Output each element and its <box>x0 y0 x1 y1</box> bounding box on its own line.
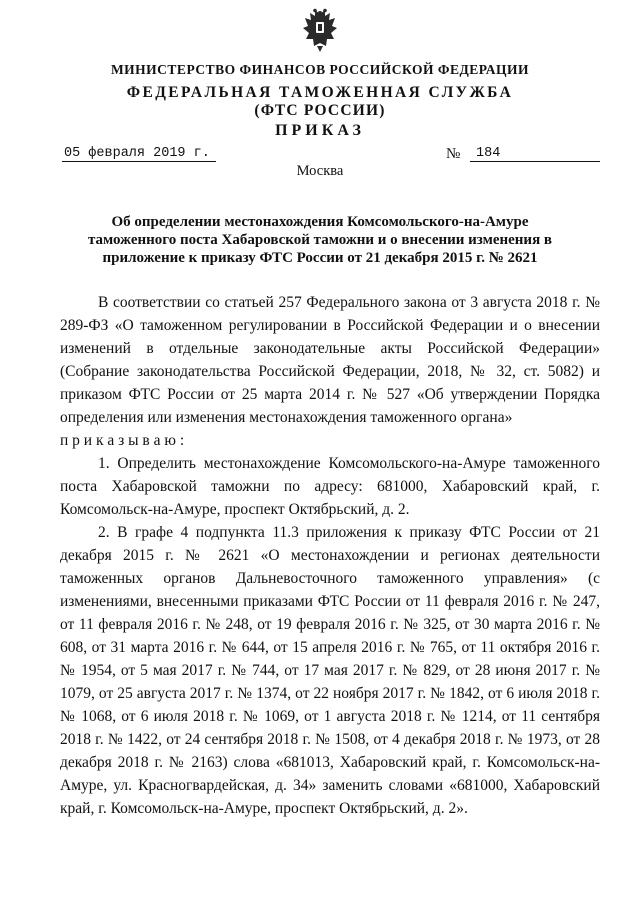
state-emblem-icon <box>301 8 339 54</box>
item-2: 2. В графе 4 подпункта 11.3 приложения к приказу ФТС России от 21 декабря 2015 г. № 2621 «О местонахождении и регионах деятельности таможенных органов Дальневосточного таможенного управления» (с изменениями, внесенными приказами ФТС России от 11 февраля 2016 г. № 247, от 11 февраля 2016 г. № 248, от 19 февраля 2016 г. № 325, от 30 марта 2016 г. № 608, от 31 марта 2016 г. № 644, от 15 апреля 2016 г. № 765, от 11 октября 2016 г. № 1954, от 5 мая 2017 г. № 744, от 17 мая 2017 г. № 829, от 28 июня 2017 г. № 1079, от 25 августа 2017 г. № 1374, от 22 ноября 2017 г. № 1842, от 6 июля 2018 г. № 1068, от 6 июля 2018 г. № 1069, от 1 августа 2018 г. № 1214, от 11 сентября 2018 г. № 1422, от 24 сентября 2018 г. № 1508, от 4 декабря 2018 г. № 1973, от 28 декабря 2018 г. № 2163) слова «681013, Хабаровский край, г. Комсомольск-на-Амуре, ул. Красногвардейская, д. 34» заменить словами «681000, Хабаровский край, г. Комсомольск-на-Амуре, проспект Октябрьский, д. 2». <box>60 524 600 817</box>
doc-body <box>60 291 600 820</box>
doc-type: ПРИКАЗ <box>275 122 365 139</box>
item-1: 1. Определить местонахождение Комсомольского-на-Амуре таможенного поста Хабаровской таможни по адресу: 681000, Хабаровский край, г. Комсомольск-на-Амуре, проспект Октябрьский, д. 2. <box>60 455 600 518</box>
doc-date: 05 февраля 2019 г. <box>62 146 216 162</box>
service-heading: ФЕДЕРАЛЬНАЯ ТАМОЖЕННАЯ СЛУЖБА <box>126 84 514 101</box>
doc-city: Москва <box>296 163 344 179</box>
intro-paragraph: В соответствии со статьей 257 Федерального закона от 3 августа 2018 г. № 289-ФЗ «О таможенном регулировании в Российской Федерации и о внесении изменений в отдельные законодательные акты Российской Федерации» (Собрание законодательства Российской Федерации, 2018, № 32, ст. 5082) и приказом ФТС России от 25 марта 2014 г. № 527 «Об утверждении Порядка определения или изменения местонахождения таможенного органа» <box>60 294 600 426</box>
service-abbr: (ФТС РОССИИ) <box>254 102 386 119</box>
doc-number: 184 <box>470 146 600 162</box>
ministry-heading: МИНИСТЕРСТВО ФИНАНСОВ РОССИЙСКОЙ ФЕДЕРАЦИИ <box>110 62 530 77</box>
doc-number-label: № <box>446 146 461 162</box>
order-word: п р и к а з ы в а ю : <box>60 432 185 449</box>
doc-title: Об определении местонахождения Комсомольского-на-Амуре таможенного поста Хабаровской таможни и о внесении изменения в приложение к приказу ФТС России от 21 декабря 2015 г. № 2621 <box>87 214 553 266</box>
